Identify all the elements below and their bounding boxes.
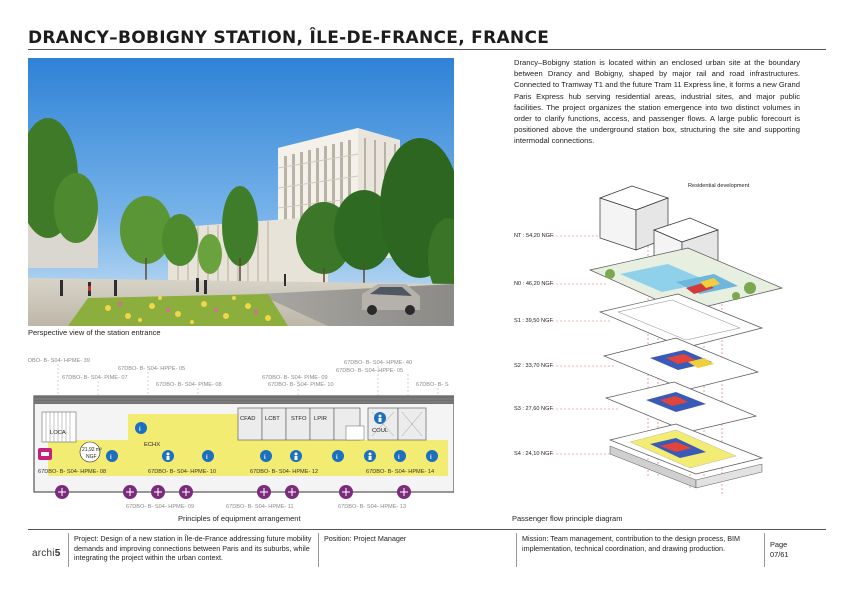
diagram-caption: Passenger flow principle diagram [512,514,623,523]
plan-tag: 67DBO- B- S04- HPME- 13 [338,504,407,510]
footer-position: Position: Project Manager [324,534,407,543]
level-label: NT : 54,20 NGF [514,233,554,239]
room-label: STFO [291,416,307,422]
level-label: S4 : 24,10 NGF [514,451,553,457]
equipment-plan [28,352,454,512]
page-number [770,540,789,560]
area-ref: NGF [86,454,97,460]
plan-tag: 67DBO- B- S04- HPME- 40 [344,360,413,366]
plan-tag: 67DBO- B- S04- PIME- 08 [156,382,222,388]
footer-divider [28,529,826,530]
svg-text:i: i [430,455,432,461]
room-label: LPIR [314,416,327,422]
page-label: Page [770,540,788,549]
page-count: 07/61 [770,550,789,559]
plan-tag: 67DBO- B- S04- PIME- 09 [262,375,328,381]
page-title: DRANCY–BOBIGNY STATION, ÎLE-DE-FRANCE, FRANCE [28,28,550,48]
plan-tag: 67DBO- B- S [416,382,449,388]
plan-tag: 67DBO- B- S04- HPME- 10 [148,469,217,475]
photo-caption: Perspective view of the station entrance [28,328,161,337]
room-label: CFAD [240,416,256,422]
plan-tag: 67DBO- B- S04- HPME- 14 [366,469,435,475]
svg-text:i: i [206,455,208,461]
plan-tag: 67DBO- B- S04- HPPE- 05 [336,368,404,374]
svg-text:i: i [398,455,400,461]
plan-caption: Principles of equipment arrangement [178,514,301,523]
footer-project: Project: Design of a new station in Île-de-France addressing future mobility demands and improving connections between Paris and its suburbs, while integrating the project within the urban context. [74,534,312,563]
level-label: N0 : 46,20 NGF [514,281,554,287]
room-label: COUL [372,428,389,434]
archi5-logo: archi5 [32,548,61,559]
plan-tag: DBO- B- S04- HPME- 39 [28,358,90,364]
plan-tag: 67DBO- B- S04- HPME- 08 [38,469,107,475]
area-value: 21,92 m² [82,447,102,453]
plan-tag: 67DBO- B- S04- PIME- 07 [62,375,128,381]
room-label: LOCA [50,430,66,436]
level-label: S1 : 39,50 NGF [514,318,553,324]
footer-mission: Mission: Team management, contribution to the design process, BIM implementation, technical coordination, and drawing production. [522,534,740,553]
svg-text:i: i [264,455,266,461]
level-label: S2 : 33,70 NGF [514,363,553,369]
room-label: LCBT [265,416,280,422]
station-entrance-render [28,58,454,326]
svg-text:i: i [336,455,338,461]
plan-tag: 67DBO- B- S04- PIME- 10 [268,382,334,388]
plan-tag: 67DBO- B- S04- HPME- 11 [226,504,294,510]
title-divider [28,49,826,50]
passenger-flow-diagram [500,178,800,514]
plan-tag: 67DBO- B- S04- HPME- 12 [250,469,319,475]
residential-label: Residential development [688,183,750,189]
svg-text:i: i [139,427,141,433]
level-label: S3 : 27,60 NGF [514,406,553,412]
svg-text:i: i [110,455,112,461]
plan-tag: 67DBO- B- S04- HPPE- 05 [118,366,186,372]
plan-tag: 67DBO- B- S04- HPME- 09 [126,504,195,510]
project-description: Drancy–Bobigny station is located within an enclosed urban site at the boundary between Drancy and Bobigny, shaped by major rail and road infrastructures. Connected to Tramway T1 and the future Tram 11 Express line, it forms a new Grand Paris Express hub serving residential areas, industrial sites, and major public facilities. The project organizes the station emergence into two distinct volumes in order to clarify functions, access, and passenger flows. A large public forecourt is positioned above the underground station box, structuring the site and supporting intermodal connections. [514,58,800,146]
room-label: ECHX [144,442,161,448]
